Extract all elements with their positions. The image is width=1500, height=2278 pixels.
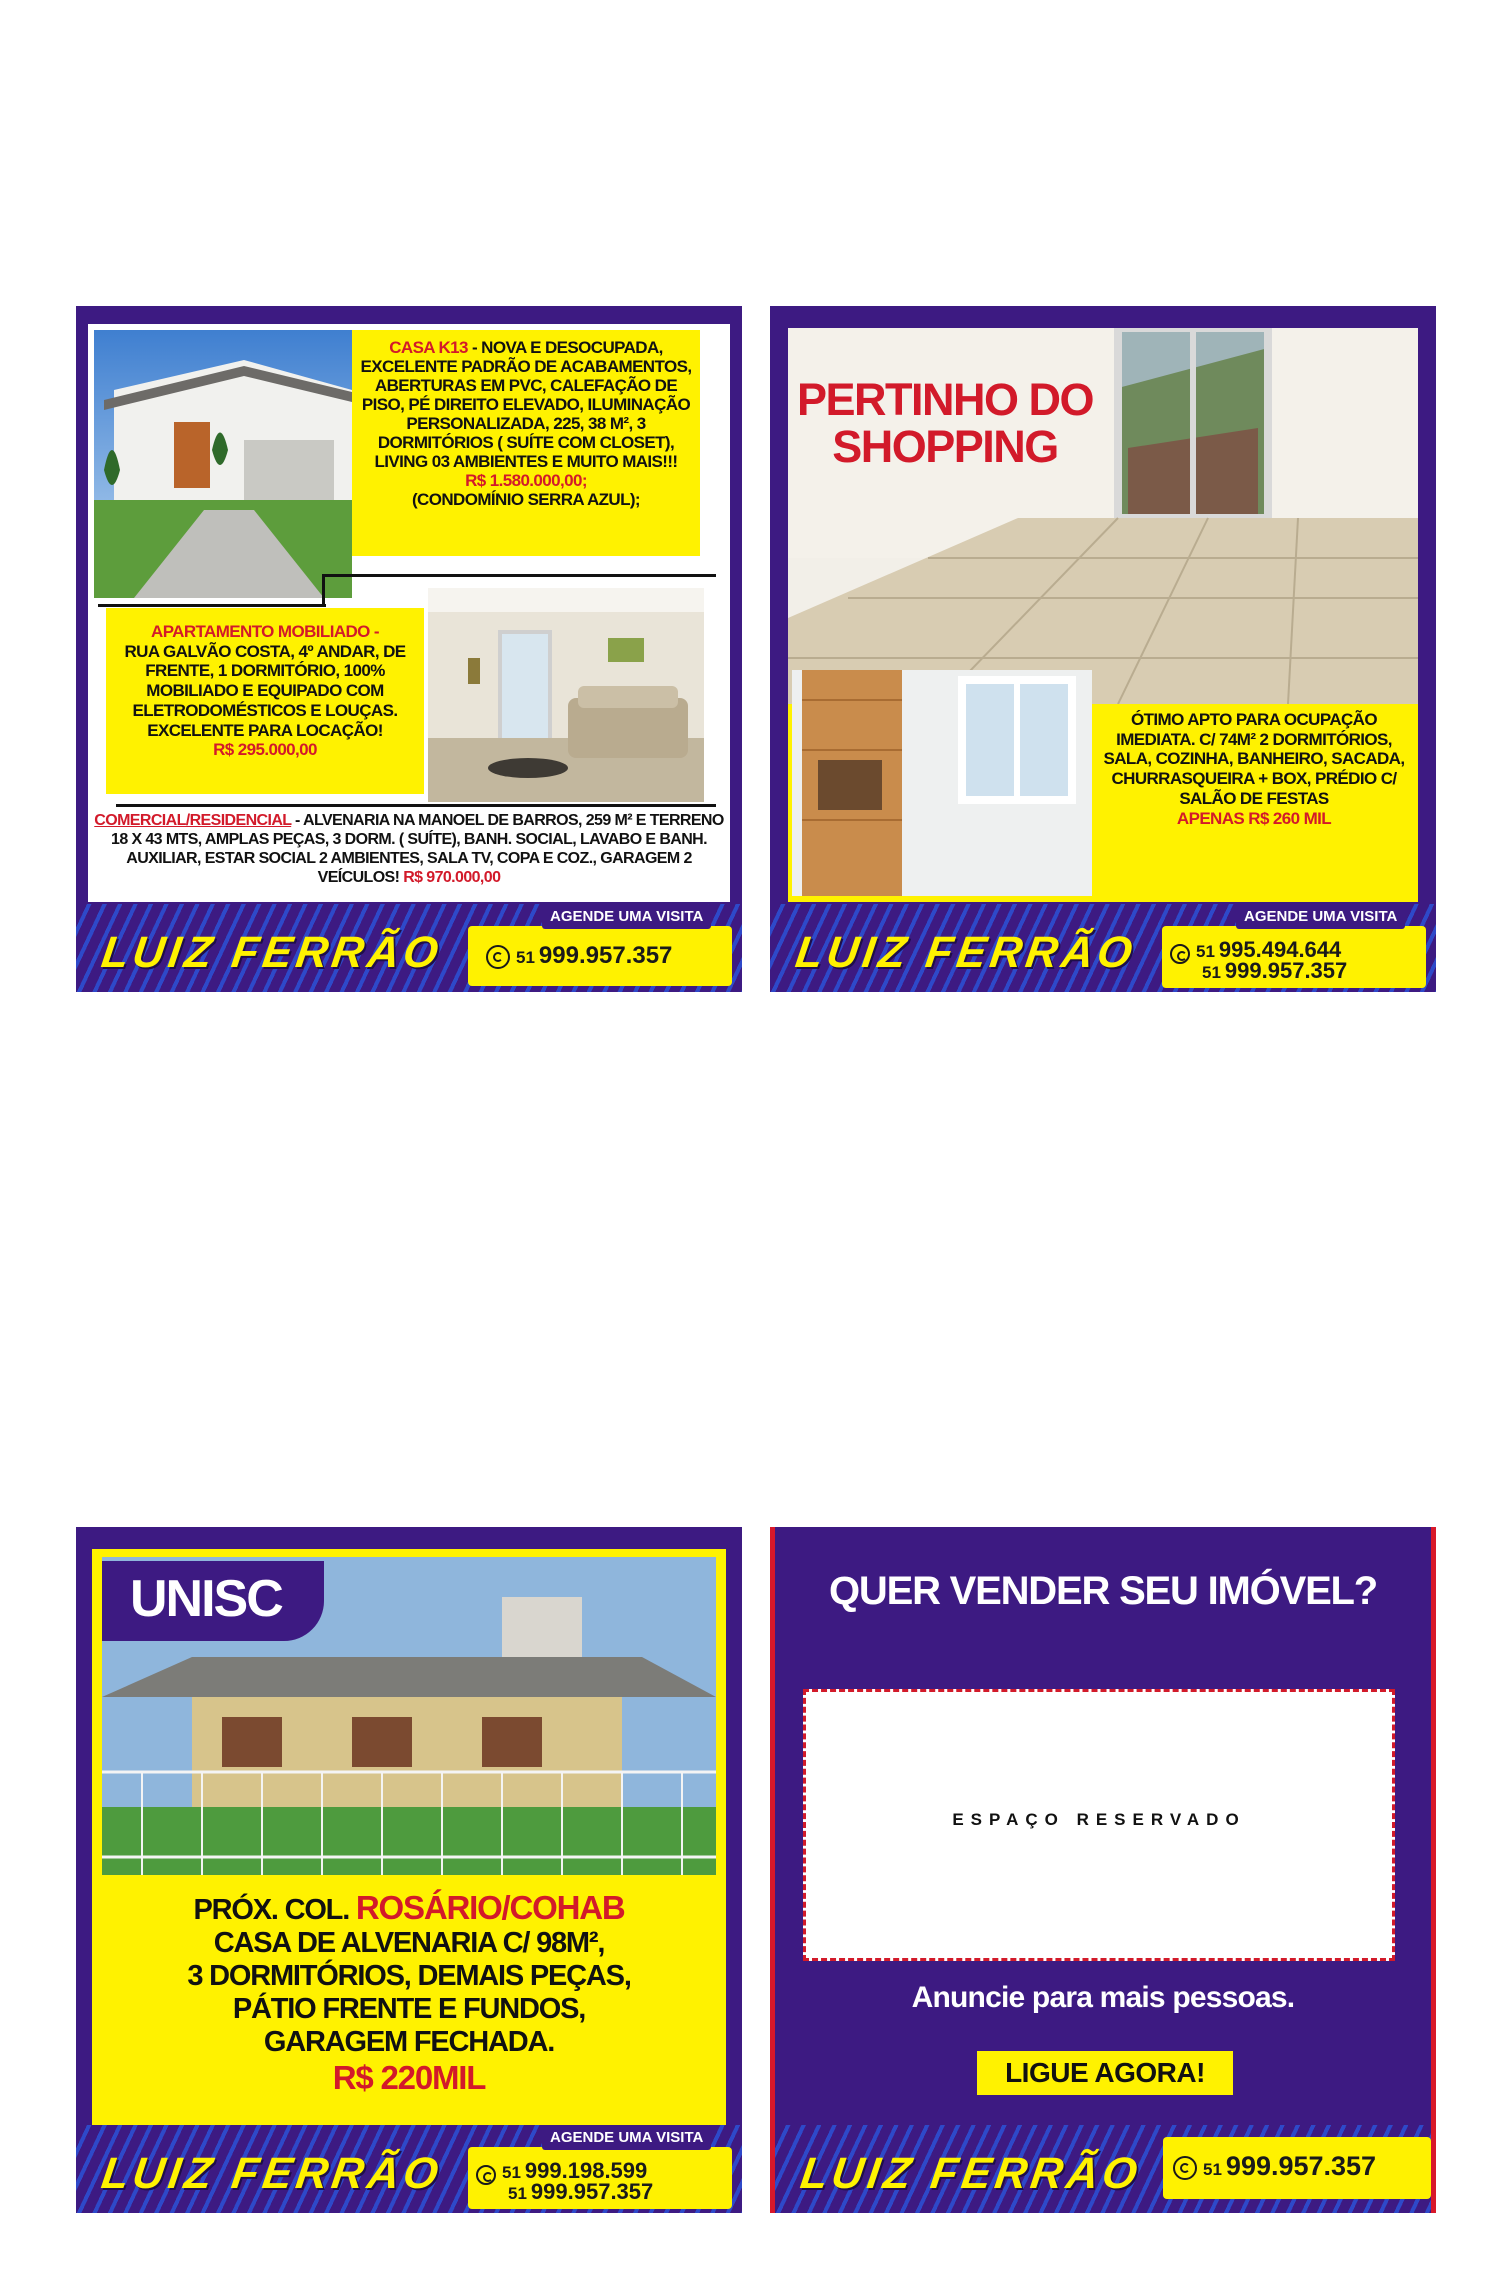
divider-line <box>322 574 716 577</box>
ad-panel-house-unisc <box>76 1527 742 2213</box>
casa-description: - NOVA E DESOCUPADA, EXCELENTE PADRÃO DE ACABAMENTOS, ABERTURAS EM PVC, CALEFAÇÃO DE PISO, PÉ DIREITO ELEVADO, ILUMINAÇÃO PERSONALIZADA, 225, 38 M², 3 DORMITÓRIOS ( SUÍTE COM CLOSET), LIVING 03 AMBIENTES E MUITO MAIS!!! <box>360 338 692 472</box>
reserved-space[interactable] <box>803 1689 1395 1961</box>
ad-footer <box>770 904 1436 992</box>
apto-price: R$ 295.000,00 <box>213 740 317 760</box>
apartment-description: ÓTIMO APTO PARA OCUPAÇÃO IMEDIATA. C/ 74M² 2 DORMITÓRIOS, SALA, COZINHA, BANHEIRO, SACADA, CHURRASQUEIRA + BOX, PRÉDIO C/ SALÃO DE FESTAS <box>1103 710 1405 808</box>
ad-panel-advertise <box>770 1527 1436 2213</box>
whatsapp-icon <box>476 2165 496 2185</box>
location-tag <box>102 1561 324 1641</box>
apto-title: APARTAMENTO MOBILIADO - <box>151 622 379 641</box>
house-price: R$ 220MIL <box>332 2059 486 2097</box>
ad-panel-multi-listing <box>76 306 742 992</box>
casa-listing-text <box>360 338 692 509</box>
brand-name: LUIZ FERRÃO <box>98 2149 446 2198</box>
call-now-button[interactable]: LIGUE AGORA! <box>977 2051 1233 2095</box>
apto-description: RUA GALVÃO COSTA, 4º ANDAR, DE FRENTE, 1 DORMITÓRIO, 100% MOBILIADO E EQUIPADO COM ELETRODOMÉSTICOS E LOUÇAS. EXCELENTE PARA LOCAÇÃO! <box>124 641 406 740</box>
casa-listing-box <box>352 330 700 556</box>
schedule-visit-label: AGENDE UMA VISITA <box>1236 904 1405 929</box>
brand-name: LUIZ FERRÃO <box>98 928 446 977</box>
headline: QUER VENDER SEU IMÓVEL? <box>828 1569 1378 1613</box>
apartment-listing-text <box>1096 710 1412 828</box>
phone-number-2[interactable]: 51 999.957.357 <box>1202 958 1348 983</box>
whatsapp-icon <box>486 945 510 969</box>
comercial-title: COMERCIAL/RESIDENCIAL <box>94 812 292 829</box>
comercial-listing-text <box>92 812 726 888</box>
phone-number[interactable]: 51 999.957.357 <box>486 942 672 970</box>
reserved-space-label: ESPAÇO RESERVADO <box>952 1810 1246 1829</box>
ad-panel-apartment <box>770 306 1436 992</box>
house-listing-text: PRÓX. COL. ROSÁRIO/COHAB CASA DE ALVENARIA C/ 98M², 3 DORMITÓRIOS, DEMAIS PEÇAS, PÁTIO FRENTE E FUNDOS, GARAGEM FECHADA. R$ 220MIL <box>187 1889 631 2097</box>
whatsapp-icon <box>1173 2156 1197 2180</box>
apartment-photo <box>428 588 704 802</box>
brand-name: LUIZ FERRÃO <box>797 2149 1145 2198</box>
schedule-visit-label: AGENDE UMA VISITA <box>542 2125 711 2150</box>
phone-number-2[interactable]: 51 999.957.357 <box>508 2179 654 2204</box>
house-photo <box>94 330 352 598</box>
ad-footer <box>76 904 742 992</box>
ad-footer <box>775 2125 1431 2213</box>
divider-line <box>116 804 716 807</box>
schedule-visit-label: AGENDE UMA VISITA <box>542 904 711 929</box>
apto-listing-text <box>116 622 414 760</box>
ad-footer <box>76 2125 742 2213</box>
divider-line <box>98 604 326 607</box>
divider-line <box>322 574 325 606</box>
location-tag-text: UNISC <box>130 1570 282 1628</box>
whatsapp-icon <box>1170 944 1190 964</box>
kitchen-photo <box>792 670 1092 896</box>
comercial-price: R$ 970.000,00 <box>399 868 501 886</box>
phone-number[interactable]: 51 999.957.357 <box>1173 2151 1376 2182</box>
subline: Anuncie para mais pessoas. <box>911 1981 1295 2014</box>
phone-number-1[interactable]: 51 999.198.599 <box>476 2159 647 2185</box>
casa-price: R$ 1.580.000,00; <box>465 471 587 491</box>
headline: PERTINHO DO SHOPPING <box>796 374 1094 473</box>
brand-name: LUIZ FERRÃO <box>792 928 1140 977</box>
phone-number-1[interactable]: 51 995.494.644 <box>1170 938 1341 964</box>
casa-note: (CONDOMÍNIO SERRA AZUL); <box>412 490 640 510</box>
casa-title: CASA K13 <box>389 338 468 357</box>
comercial-description: - ALVENARIA NA MANOEL DE BARROS, 259 M² E TERRENO 18 X 43 MTS, AMPLAS PEÇAS, 3 DORM. ( SUÍTE), BANH. SOCIAL, LAVABO E BANH. AUXILIAR, ESTAR SOCIAL 2 AMBIENTES, SALA TV, COPA E COZ., GARAGEM 2 VEÍCULOS! <box>111 812 724 886</box>
apto-listing-box <box>106 608 424 794</box>
apartment-price: APENAS R$ 260 MIL <box>1176 808 1332 828</box>
